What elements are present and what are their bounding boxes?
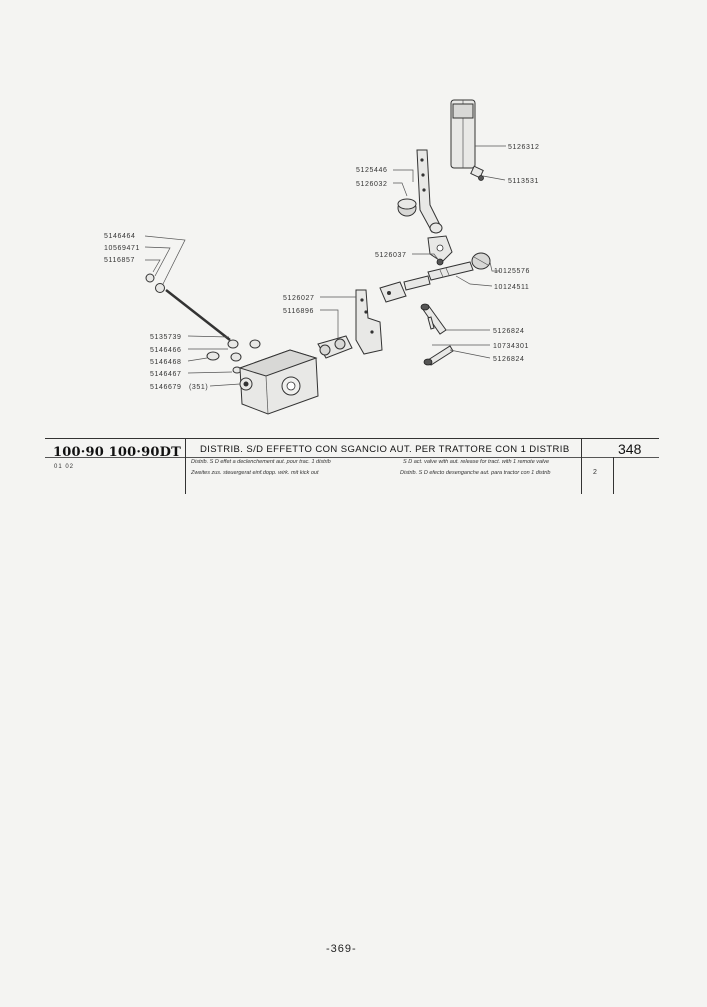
label-5146464: 5146464 xyxy=(104,233,136,240)
cam-arm xyxy=(428,236,452,262)
title-block-divider-left xyxy=(185,438,186,494)
label-5126824-a: 5126824 xyxy=(493,328,525,335)
group-title: DISTRIB. S/D EFFETTO CON SGANCIO AUT. PER TRATTORE CON 1 DISTRIB xyxy=(200,444,570,455)
label-ref-351: (351) xyxy=(189,384,209,391)
label-5126037: 5126037 xyxy=(375,252,407,259)
tie-rod xyxy=(146,274,230,340)
title-german: Zweites zus. steuergerat einf.dopp. wirk. mit kick out xyxy=(191,470,319,476)
quantity-value: 2 xyxy=(593,469,597,476)
label-5116857: 5116857 xyxy=(104,257,135,264)
label-10125576: 10125576 xyxy=(494,268,530,275)
label-5126312: 5126312 xyxy=(508,144,540,151)
label-5146679: 5146679 xyxy=(150,384,182,391)
shaft-handle xyxy=(451,100,475,168)
bushing xyxy=(398,199,416,216)
label-10569471: 10569471 xyxy=(104,245,140,252)
label-5113531: 5113531 xyxy=(508,178,539,185)
linkage xyxy=(318,336,352,358)
label-5146468: 5146468 xyxy=(150,359,182,366)
label-5125446: 5125446 xyxy=(356,167,388,174)
lever-arm xyxy=(417,150,442,233)
label-5126027: 5126027 xyxy=(283,295,315,302)
bracket xyxy=(356,290,382,354)
model-name: 100·90 100·90DT xyxy=(53,445,181,460)
title-english: S D act. valve with aut. release for tract. with 1 remote valve xyxy=(403,459,550,465)
clevis xyxy=(380,276,430,302)
label-10734301: 10734301 xyxy=(493,343,529,350)
bolts xyxy=(421,304,453,365)
exploded-parts-diagram xyxy=(0,0,707,440)
title-block xyxy=(45,438,659,494)
label-5146467: 5146467 xyxy=(150,371,182,378)
page-footer-number: -369- xyxy=(326,943,357,955)
knob xyxy=(472,253,490,269)
title-french: Distrib. S D effet a declenchement aut. pour trac. 1 distrib xyxy=(191,459,331,465)
label-5126032: 5126032 xyxy=(356,181,388,188)
label-10124511: 10124511 xyxy=(494,284,530,291)
title-spanish: Distrib. S D efecto desenganche aut. para tractor con 1 distrib xyxy=(400,470,551,476)
label-5146466: 5146466 xyxy=(150,347,182,354)
catalog-page-number: 348 xyxy=(618,441,642,457)
label-5116896: 5116896 xyxy=(283,308,314,315)
title-block-divider-right xyxy=(581,438,582,494)
title-block-divider-qty xyxy=(613,457,614,494)
small-screw xyxy=(471,166,484,180)
title-block-top-rule xyxy=(45,438,659,439)
label-5135739: 5135739 xyxy=(150,334,182,341)
edition-date: 01 02 xyxy=(54,464,75,470)
label-5126824-b: 5126824 xyxy=(493,356,525,363)
valve-body xyxy=(240,350,318,414)
threaded-rod xyxy=(428,262,473,280)
